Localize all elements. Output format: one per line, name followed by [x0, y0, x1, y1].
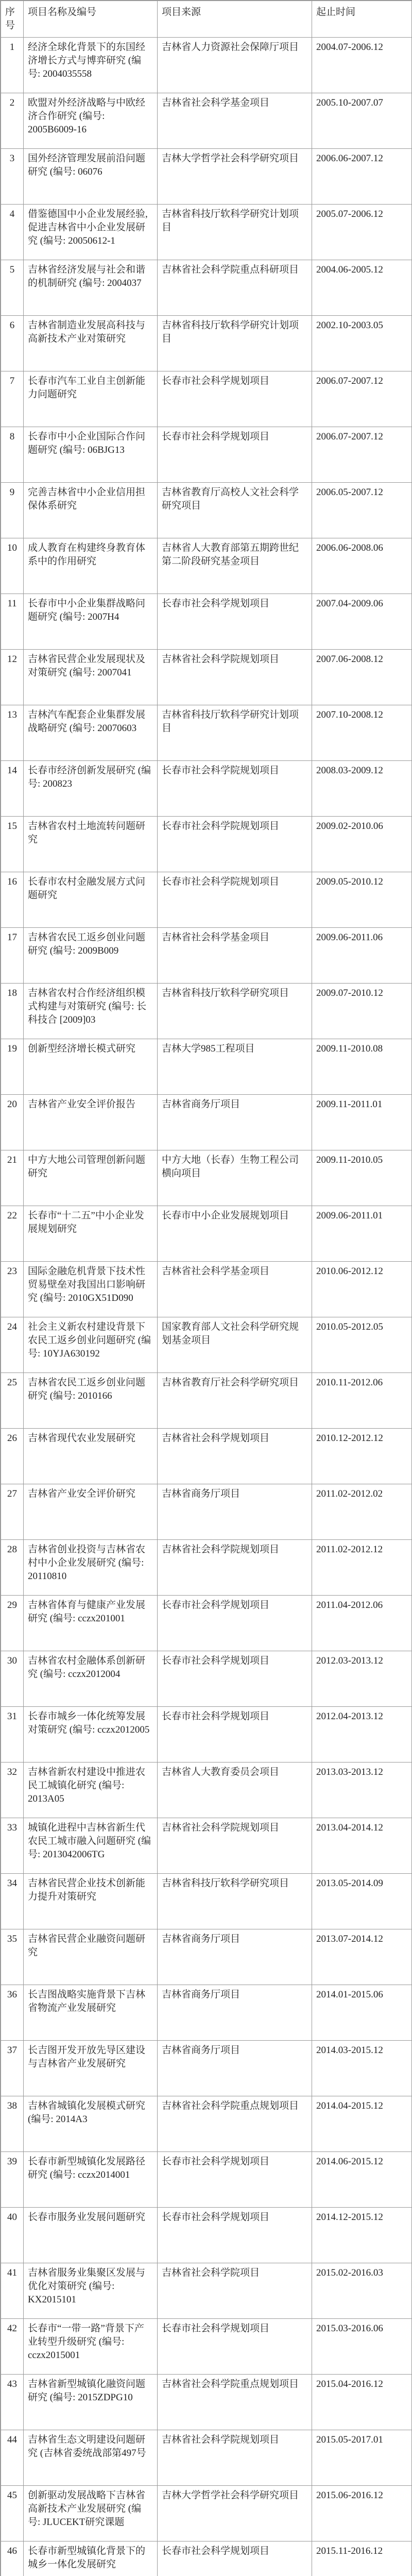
row-number: 41	[1, 2263, 24, 2319]
header-project-source: 项目来源	[158, 1, 312, 38]
row-number: 14	[1, 761, 24, 817]
project-name-cell: 中方大地公司管理创新问题研究	[24, 1150, 158, 1206]
project-source-cell: 吉林大学哲学社会科学研究项目	[158, 2486, 312, 2541]
project-source-cell: 吉林省科技厅软科学研究计划项目	[158, 205, 312, 260]
project-source-cell: 吉林省社会科学院规划项目	[158, 2430, 312, 2486]
table-row	[1, 1484, 412, 1540]
project-source-cell: 吉林大学985工程项目	[158, 1039, 312, 1095]
project-source-cell: 吉林省教育厅高校人文社会科学研究项目	[158, 483, 312, 538]
project-name-cell: 长春市农村金融发展方式问题研究	[24, 872, 158, 928]
date-range-cell: 2015.11-2016.12	[312, 2541, 412, 2576]
project-source-cell: 吉林省社会科学院重点规划项目	[158, 2096, 312, 2152]
project-name-cell: 吉林省制造业发展高科技与高新技术产业对策研究	[24, 316, 158, 371]
project-name-cell: 长春市“一带一路”背景下产业转型升级研究 (编号: cczx2015001	[24, 2319, 158, 2375]
table-row	[1, 1150, 412, 1206]
date-range-cell: 2009.11-2010.05	[312, 1150, 412, 1206]
project-source-cell: 吉林省人力资源社会保障厅项目	[158, 38, 312, 93]
date-range-cell: 2015.06-2016.12	[312, 2486, 412, 2541]
date-range-cell: 2005.07-2006.12	[312, 205, 412, 260]
date-range-cell: 2005.10-2007.07	[312, 93, 412, 149]
project-name-cell: 城镇化进程中吉林省新生代农民工城市融入问题研究 (编号: 2013042006TG	[24, 1818, 158, 1874]
date-range-cell: 2012.03-2013.12	[312, 1651, 412, 1707]
project-source-cell: 吉林省商务厅项目	[158, 1484, 312, 1540]
row-number: 4	[1, 205, 24, 260]
row-number: 44	[1, 2430, 24, 2486]
row-number: 18	[1, 984, 24, 1039]
project-name-cell: 长春市汽车工业自主创新能力问题研究	[24, 371, 158, 427]
table-row	[1, 1596, 412, 1651]
date-range-cell: 2013.05-2014.09	[312, 1874, 412, 1929]
table-row	[1, 761, 412, 817]
table-body	[1, 38, 412, 2576]
row-number: 28	[1, 1540, 24, 1596]
project-name-cell: 成人教育在构建终身教育体系中的作用研究	[24, 538, 158, 594]
project-source-cell: 吉林省社会科学基金项目	[158, 928, 312, 984]
project-name-cell: 吉林省农民工返乡创业问题研究 (编号: 2009B009	[24, 928, 158, 984]
date-range-cell: 2006.06-2007.12	[312, 149, 412, 205]
project-name-cell: 吉林省产业安全评价报告	[24, 1095, 158, 1150]
date-range-cell: 2006.07-2007.12	[312, 427, 412, 483]
project-name-cell: 吉林省现代农业发展研究	[24, 1429, 158, 1484]
project-source-cell: 吉林省人大教育部第五期跨世纪第二阶段研究基金项目	[158, 538, 312, 594]
project-name-cell: 吉林省农村合作经济组织模式构建与对策研究 (编号: 长科技合 [2009]03	[24, 984, 158, 1039]
project-name-cell: 吉林省产业安全评价研究	[24, 1484, 158, 1540]
date-range-cell: 2009.02-2010.06	[312, 817, 412, 872]
table-row	[1, 594, 412, 650]
project-source-cell: 吉林省商务厅项目	[158, 1985, 312, 2041]
project-source-cell: 长春市社会科学规划项目	[158, 427, 312, 483]
table-header-row	[1, 1, 412, 38]
project-source-cell: 吉林省教育厅社会科学研究项目	[158, 1373, 312, 1429]
project-name-cell: 创新型经济增长模式研究	[24, 1039, 158, 1095]
project-source-cell: 吉林省商务厅项目	[158, 1929, 312, 1985]
date-range-cell: 2013.07-2014.12	[312, 1929, 412, 1985]
project-name-cell: 长春市新型城镇化发展路径研究 (编号: cczx2014001	[24, 2152, 158, 2208]
row-number: 35	[1, 1929, 24, 1985]
date-range-cell: 2008.03-2009.12	[312, 761, 412, 817]
table-row	[1, 1095, 412, 1150]
project-name-cell: 吉林省新农村建设中推进农民工城镇化研究 (编号: 2013A05	[24, 1762, 158, 1818]
project-source-cell: 长春市社会科学规划项目	[158, 2208, 312, 2263]
row-number: 19	[1, 1039, 24, 1095]
date-range-cell: 2006.05-2007.12	[312, 483, 412, 538]
project-source-cell: 长春市社会科学规划项目	[158, 1651, 312, 1707]
row-number: 22	[1, 1206, 24, 1262]
date-range-cell: 2004.07-2006.12	[312, 38, 412, 93]
row-number: 8	[1, 427, 24, 483]
table-row	[1, 2152, 412, 2208]
project-name-cell: 吉林省创业投资与吉林省农村中小企业发展研究 (编号: 20110810	[24, 1540, 158, 1596]
project-source-cell: 长春市社会科学规划项目	[158, 1596, 312, 1651]
table-row	[1, 149, 412, 205]
date-range-cell: 2010.11-2012.06	[312, 1373, 412, 1429]
project-name-cell: 长春市“十二五”中小企业发展规划研究	[24, 1206, 158, 1262]
header-number: 序号	[1, 1, 24, 38]
project-source-cell: 吉林省社会科学院规划项目	[158, 1818, 312, 1874]
row-number: 36	[1, 1985, 24, 2041]
project-name-cell: 长吉图开发开放先导区建设与吉林省产业发展研究	[24, 2041, 158, 2096]
row-number: 43	[1, 2375, 24, 2430]
date-range-cell: 2002.10-2003.05	[312, 316, 412, 371]
table-row	[1, 538, 412, 594]
table-row	[1, 316, 412, 371]
date-range-cell: 2007.06-2008.12	[312, 650, 412, 705]
table-row	[1, 483, 412, 538]
table-row	[1, 1540, 412, 1596]
row-number: 7	[1, 371, 24, 427]
date-range-cell: 2006.07-2007.12	[312, 371, 412, 427]
row-number: 9	[1, 483, 24, 538]
date-range-cell: 2011.02-2012.12	[312, 1540, 412, 1596]
row-number: 31	[1, 1707, 24, 1762]
header-project-name: 项目名称及编号	[24, 1, 158, 38]
table-row	[1, 2041, 412, 2096]
table-row	[1, 1039, 412, 1095]
table-row	[1, 2486, 412, 2541]
project-source-cell: 吉林省科技厅软科学研究项目	[158, 1874, 312, 1929]
date-range-cell: 2013.04-2014.12	[312, 1818, 412, 1874]
project-name-cell: 创新驱动发展战略下吉林省高新技术产业发展研究 (编号: JLUCEKT研究课题	[24, 2486, 158, 2541]
project-source-cell: 长春市社会科学院规划项目	[158, 761, 312, 817]
project-source-cell: 长春市社会科学院规划项目	[158, 817, 312, 872]
row-number: 38	[1, 2096, 24, 2152]
table-row	[1, 427, 412, 483]
project-name-cell: 吉林省农村金融体系创新研究 (编号: cczx2012004	[24, 1651, 158, 1707]
project-source-cell: 长春市社会科学规划项目	[158, 1707, 312, 1762]
row-number: 16	[1, 872, 24, 928]
row-number: 25	[1, 1373, 24, 1429]
project-source-cell: 吉林省人大教育委员会项目	[158, 1762, 312, 1818]
project-name-cell: 借鉴德国中小企业发展经验, 促进吉林省中小企业发展研究 (编号: 20050612-1	[24, 205, 158, 260]
row-number: 21	[1, 1150, 24, 1206]
row-number: 3	[1, 149, 24, 205]
project-source-cell: 中方大地（长春）生物工程公司横向项目	[158, 1150, 312, 1206]
project-name-cell: 经济全球化背景下的东国经济增长方式与博弈研究 (编号: 2004035558	[24, 38, 158, 93]
table-row	[1, 1262, 412, 1317]
table-row	[1, 38, 412, 93]
table-row	[1, 1707, 412, 1762]
date-range-cell: 2004.06-2005.12	[312, 260, 412, 316]
project-name-cell: 吉林省新型城镇化融资问题研究 (编号: 2015ZDPG10	[24, 2375, 158, 2430]
table-row	[1, 1651, 412, 1707]
date-range-cell: 2014.03-2015.12	[312, 2041, 412, 2096]
project-source-cell: 长春市社会科学院规划项目	[158, 872, 312, 928]
project-name-cell: 吉林省农村土地流转问题研究	[24, 817, 158, 872]
date-range-cell: 2009.05-2010.12	[312, 872, 412, 928]
row-number: 30	[1, 1651, 24, 1707]
project-source-cell: 吉林省社会科学院项目	[158, 2263, 312, 2319]
project-source-cell: 长春市社会科学规划项目	[158, 2319, 312, 2375]
row-number: 45	[1, 2486, 24, 2541]
project-source-cell: 吉林省社会科学院重点规划项目	[158, 2375, 312, 2430]
table-row	[1, 1373, 412, 1429]
date-range-cell: 2015.05-2017.01	[312, 2430, 412, 2486]
row-number: 26	[1, 1429, 24, 1484]
project-source-cell: 吉林省社会科学院规划项目	[158, 650, 312, 705]
project-name-cell: 完善吉林省中小企业信用担保体系研究	[24, 483, 158, 538]
project-source-cell: 吉林省社会科学院重点科研项目	[158, 260, 312, 316]
date-range-cell: 2010.12-2012.12	[312, 1429, 412, 1484]
table-row	[1, 2263, 412, 2319]
project-source-cell: 吉林省社会科学规划项目	[158, 1429, 312, 1484]
project-name-cell: 长春市中小企业国际合作问题研究 (编号: 06BJG13	[24, 427, 158, 483]
project-name-cell: 吉林省经济发展与社会和谐的机制研究 (编号: 2004037	[24, 260, 158, 316]
table-row	[1, 2208, 412, 2263]
project-source-cell: 吉林省商务厅项目	[158, 2041, 312, 2096]
date-range-cell: 2009.06-2011.06	[312, 928, 412, 984]
project-source-cell: 吉林大学哲学社会科学研究项目	[158, 149, 312, 205]
date-range-cell: 2012.04-2013.12	[312, 1707, 412, 1762]
table-row	[1, 93, 412, 149]
project-name-cell: 长春市服务业发展问题研究	[24, 2208, 158, 2263]
date-range-cell: 2015.04-2016.12	[312, 2375, 412, 2430]
date-range-cell: 2010.06-2012.12	[312, 1262, 412, 1317]
row-number: 46	[1, 2541, 24, 2576]
table-row	[1, 650, 412, 705]
project-name-cell: 长吉图战略实施背景下吉林省物流产业发展研究	[24, 1985, 158, 2041]
project-source-cell: 吉林省社会科学院规划项目	[158, 1540, 312, 1596]
table-row	[1, 2096, 412, 2152]
project-source-cell: 吉林省商务厅项目	[158, 1095, 312, 1150]
row-number: 40	[1, 2208, 24, 2263]
table-row	[1, 1818, 412, 1874]
project-name-cell: 吉林省城镇化发展模式研究 (编号: 2014A3	[24, 2096, 158, 2152]
project-source-cell: 长春市社会科学规划项目	[158, 2541, 312, 2576]
row-number: 17	[1, 928, 24, 984]
date-range-cell: 2009.11-2010.08	[312, 1039, 412, 1095]
project-name-cell: 长春市经济创新发展研究 (编号: 200823	[24, 761, 158, 817]
date-range-cell: 2009.06-2011.01	[312, 1206, 412, 1262]
table-row	[1, 1429, 412, 1484]
table-row	[1, 984, 412, 1039]
table-row	[1, 1985, 412, 2041]
project-source-cell: 吉林省社会科学基金项目	[158, 93, 312, 149]
header-date-range: 起止时间	[312, 1, 412, 38]
date-range-cell: 2006.06-2008.06	[312, 538, 412, 594]
project-name-cell: 长春市城乡一体化统筹发展对策研究 (编号: cczx2012005	[24, 1707, 158, 1762]
project-name-cell: 社会主义新农村建设背景下农民工返乡创业问题研究 (编号: 10YJA630192	[24, 1317, 158, 1373]
project-name-cell: 长春市中小企业集群战略问题研究 (编号: 2007H4	[24, 594, 158, 650]
project-source-cell: 吉林省科技厅软科学研究计划项目	[158, 705, 312, 761]
row-number: 5	[1, 260, 24, 316]
project-name-cell: 吉林省生态文明建设问题研究 (吉林省委统战部第497号	[24, 2430, 158, 2486]
project-name-cell: 吉林省民营企业融资问题研究	[24, 1929, 158, 1985]
project-name-cell: 欧盟对外经济战略与中欧经济合作研究 (编号: 2005B6009-16	[24, 93, 158, 149]
row-number: 33	[1, 1818, 24, 1874]
project-source-cell: 吉林省科技厅软科学研究项目	[158, 984, 312, 1039]
row-number: 24	[1, 1317, 24, 1373]
project-source-cell: 长春市社会科学规划项目	[158, 371, 312, 427]
table-row	[1, 928, 412, 984]
table-row	[1, 205, 412, 260]
table-row	[1, 2430, 412, 2486]
row-number: 39	[1, 2152, 24, 2208]
project-source-cell: 长春市中小企业发展规划项目	[158, 1206, 312, 1262]
project-name-cell: 国际金融危机背景下技术性贸易壁垒对我国出口影响研究 (编号: 2010GX51D090	[24, 1262, 158, 1317]
table-row	[1, 817, 412, 872]
date-range-cell: 2014.12-2015.12	[312, 2208, 412, 2263]
row-number: 15	[1, 817, 24, 872]
row-number: 2	[1, 93, 24, 149]
row-number: 23	[1, 1262, 24, 1317]
date-range-cell: 2015.02-2016.03	[312, 2263, 412, 2319]
date-range-cell: 2010.05-2012.05	[312, 1317, 412, 1373]
date-range-cell: 2015.03-2016.06	[312, 2319, 412, 2375]
table-row	[1, 260, 412, 316]
row-number: 12	[1, 650, 24, 705]
project-source-cell: 长春市社会科学规划项目	[158, 594, 312, 650]
project-source-cell: 吉林省社会科学基金项目	[158, 1262, 312, 1317]
project-name-cell: 国外经济管理发展前沿问题研究 (编号: 06076	[24, 149, 158, 205]
row-number: 27	[1, 1484, 24, 1540]
date-range-cell: 2013.03-2013.12	[312, 1762, 412, 1818]
table-row	[1, 1317, 412, 1373]
date-range-cell: 2007.10-2008.12	[312, 705, 412, 761]
table-row	[1, 872, 412, 928]
row-number: 1	[1, 38, 24, 93]
project-name-cell: 长春市新型城镇化背景下的城乡一体化发展研究	[24, 2541, 158, 2576]
project-name-cell: 吉林省民营企业发展现状及对策研究 (编号: 2007041	[24, 650, 158, 705]
table-row	[1, 1929, 412, 1985]
row-number: 37	[1, 2041, 24, 2096]
table-row	[1, 371, 412, 427]
row-number: 13	[1, 705, 24, 761]
row-number: 32	[1, 1762, 24, 1818]
project-name-cell: 吉林汽车配套企业集群发展战略研究 (编号: 20070603	[24, 705, 158, 761]
project-source-cell: 长春市社会科学规划项目	[158, 2152, 312, 2208]
project-source-cell: 吉林省科技厅软科学研究计划项目	[158, 316, 312, 371]
date-range-cell: 2014.06-2015.12	[312, 2152, 412, 2208]
date-range-cell: 2011.04-2012.06	[312, 1596, 412, 1651]
table-row	[1, 2541, 412, 2576]
row-number: 6	[1, 316, 24, 371]
row-number: 11	[1, 594, 24, 650]
table-row	[1, 1762, 412, 1818]
date-range-cell: 2007.04-2009.06	[312, 594, 412, 650]
row-number: 20	[1, 1095, 24, 1150]
table-row	[1, 705, 412, 761]
table-row	[1, 2375, 412, 2430]
project-name-cell: 吉林省农民工返乡创业问题研究 (编号: 2010166	[24, 1373, 158, 1429]
row-number: 29	[1, 1596, 24, 1651]
date-range-cell: 2014.01-2015.06	[312, 1985, 412, 2041]
date-range-cell: 2014.04-2015.12	[312, 2096, 412, 2152]
table-row	[1, 1874, 412, 1929]
project-table	[1, 1, 412, 2576]
table-row	[1, 1206, 412, 1262]
project-name-cell: 吉林省民营企业技术创新能力提升对策研究	[24, 1874, 158, 1929]
row-number: 10	[1, 538, 24, 594]
row-number: 42	[1, 2319, 24, 2375]
project-name-cell: 吉林省服务业集聚区发展与优化对策研究 (编号: KX2015101	[24, 2263, 158, 2319]
date-range-cell: 2009.11-2011.01	[312, 1095, 412, 1150]
project-name-cell: 吉林省体育与健康产业发展研究 (编号: cczx201001	[24, 1596, 158, 1651]
date-range-cell: 2011.02-2012.02	[312, 1484, 412, 1540]
date-range-cell: 2009.07-2010.12	[312, 984, 412, 1039]
project-source-cell: 国家教育部人文社会科学研究规划基金项目	[158, 1317, 312, 1373]
row-number: 34	[1, 1874, 24, 1929]
table-row	[1, 2319, 412, 2375]
